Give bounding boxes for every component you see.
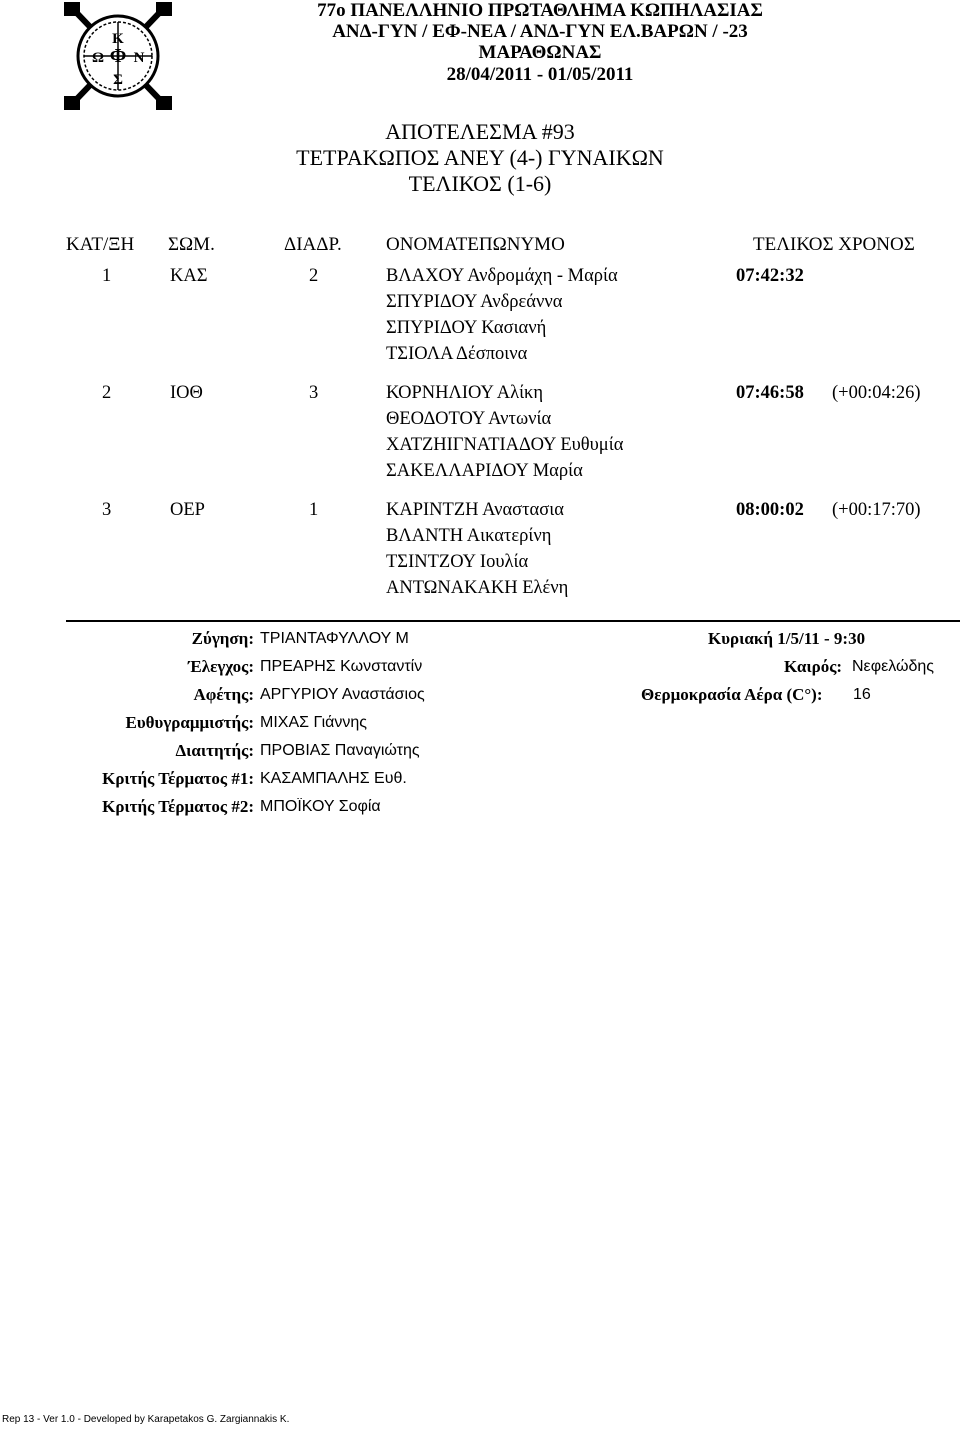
final-time: 07:42:32 [736,266,804,286]
crew-member: ΚΟΡΝΗΛΙΟΥ Αλίκη [386,383,544,403]
championship-title: 77ο ΠΑΝΕΛΛΗΝΙΟ ΠΡΩΤΑΘΛΗΜΑ ΚΩΠΗΛΑΣΙΑΣ [317,0,763,21]
report-footer: Rep 13 - Ver 1.0 - Developed by Karapetakos G. Zargiannakis K. [2,1414,290,1425]
result-number: ΑΠΟΤΕΛΕΣΜΑ #93 [385,119,575,144]
race-stage: ΤΕΛΙΚΟΣ (1-6) [408,171,552,196]
lane: 3 [309,383,319,403]
official-label-umpire: Διαιτητής: [175,741,254,760]
col-header-rank: ΚΑΤ/ΞΗ [66,234,135,255]
official-label-finish-judge-2: Κριτής Τέρματος #2: [102,797,254,816]
rank: 1 [102,266,112,286]
official-label-starter: Αφέτης: [193,685,254,704]
logo-letter-k: Κ [112,31,124,47]
crew-member: ΧΑΤΖΗΙΓΝΑΤΙΑΔΟΥ Ευθυμία [386,435,624,455]
official-value-weighing: ΤΡΙΑΝΤΑΦΥΛΛΟΥ Μ [260,630,409,647]
divider-line [66,620,960,622]
temperature-value: 16 [853,686,871,703]
col-header-club: ΣΩΜ. [168,234,215,255]
official-value-control: ΠΡΕΑΡΗΣ Κωνσταντίν [260,658,423,675]
official-value-aligner: ΜΙΧΑΣ Γιάννης [260,714,367,731]
official-label-aligner: Ευθυγραμμιστής: [125,713,254,732]
federation-logo [58,0,178,112]
venue: ΜΑΡΑΘΩΝΑΣ [478,42,602,63]
weather-label: Καιρός: [784,657,843,676]
official-label-finish-judge-1: Κριτής Τέρματος #1: [102,769,254,788]
race-datetime: Κυριακή 1/5/11 - 9:30 [708,629,866,648]
crew-member: ΣΑΚΕΛΛΑΡΙΔΟΥ Μαρία [386,461,583,481]
crew-member: ΒΛΑΧΟΥ Ανδρομάχη - Μαρία [386,266,618,286]
official-value-umpire: ΠΡΟΒΙΑΣ Παναγιώτης [260,742,420,759]
crew-member: ΘΕΟΔΟΤΟΥ Αντωνία [386,409,552,429]
crew-member: ΒΛΑΝΤΗ Αικατερίνη [386,526,552,546]
crew-member: ΤΣΙΝΤΖΟΥ Ιουλία [386,552,529,572]
time-difference: (+00:04:26) [832,383,921,403]
crew-member: ΑΝΤΩΝΑΚΑΚΗ Ελένη [386,578,569,598]
crew-member: ΣΠΥΡΙΔΟΥ Κασιανή [386,318,547,338]
event-dates: 28/04/2011 - 01/05/2011 [446,64,634,85]
club: ΚΑΣ [170,266,208,286]
official-value-finish-judge-2: ΜΠΟΪΚΟΥ Σοφία [260,798,381,815]
lane: 1 [309,500,319,520]
crew-member: ΚΑΡΙΝΤΖΗ Αναστασια [386,500,564,520]
logo-letter-f: Φ [109,45,127,67]
logo-letter-o: Ω [91,50,105,66]
official-value-finish-judge-1: ΚΑΣΑΜΠΑΛΗΣ Ευθ. [260,770,407,787]
logo-emblem-icon [58,0,178,112]
crew-member: ΤΣΙΟΛΑ Δέσποινα [386,344,528,364]
logo-letter-s: Σ [113,72,123,88]
club: ΙΟΘ [170,383,203,403]
lane: 2 [309,266,319,286]
logo-letter-n: Ν [133,50,145,66]
time-difference: (+00:17:70) [832,500,921,520]
weather-value: Νεφελώδης [852,658,934,675]
club: ΟΕΡ [170,500,205,520]
rank: 3 [102,500,112,520]
rank: 2 [102,383,112,403]
col-header-names: ΟΝΟΜΑΤΕΠΩΝΥΜΟ [386,234,565,255]
temperature-label: Θερμοκρασία Αέρα (C°): [641,685,823,704]
crew-member: ΣΠΥΡΙΔΟΥ Ανδρεάννα [386,292,563,312]
col-header-time: ΤΕΛΙΚΟΣ ΧΡΟΝΟΣ [753,234,915,255]
official-label-weighing: Ζύγηση: [191,629,254,648]
official-value-starter: ΑΡΓΥΡΙΟΥ Αναστάσιος [260,686,425,703]
official-label-control: Έλεγχος: [188,657,254,676]
col-header-lane: ΔΙΑΔΡ. [284,234,342,255]
final-time: 08:00:02 [736,500,804,520]
boat-class: ΤΕΤΡΑΚΩΠΟΣ ΑΝΕΥ (4-) ΓΥΝΑΙΚΩΝ [296,145,664,170]
categories-line: ΑΝΔ-ΓΥΝ / ΕΦ-ΝΕΑ / ΑΝΔ-ΓΥΝ ΕΛ.ΒΑΡΩΝ / -23 [332,21,748,42]
final-time: 07:46:58 [736,383,804,403]
